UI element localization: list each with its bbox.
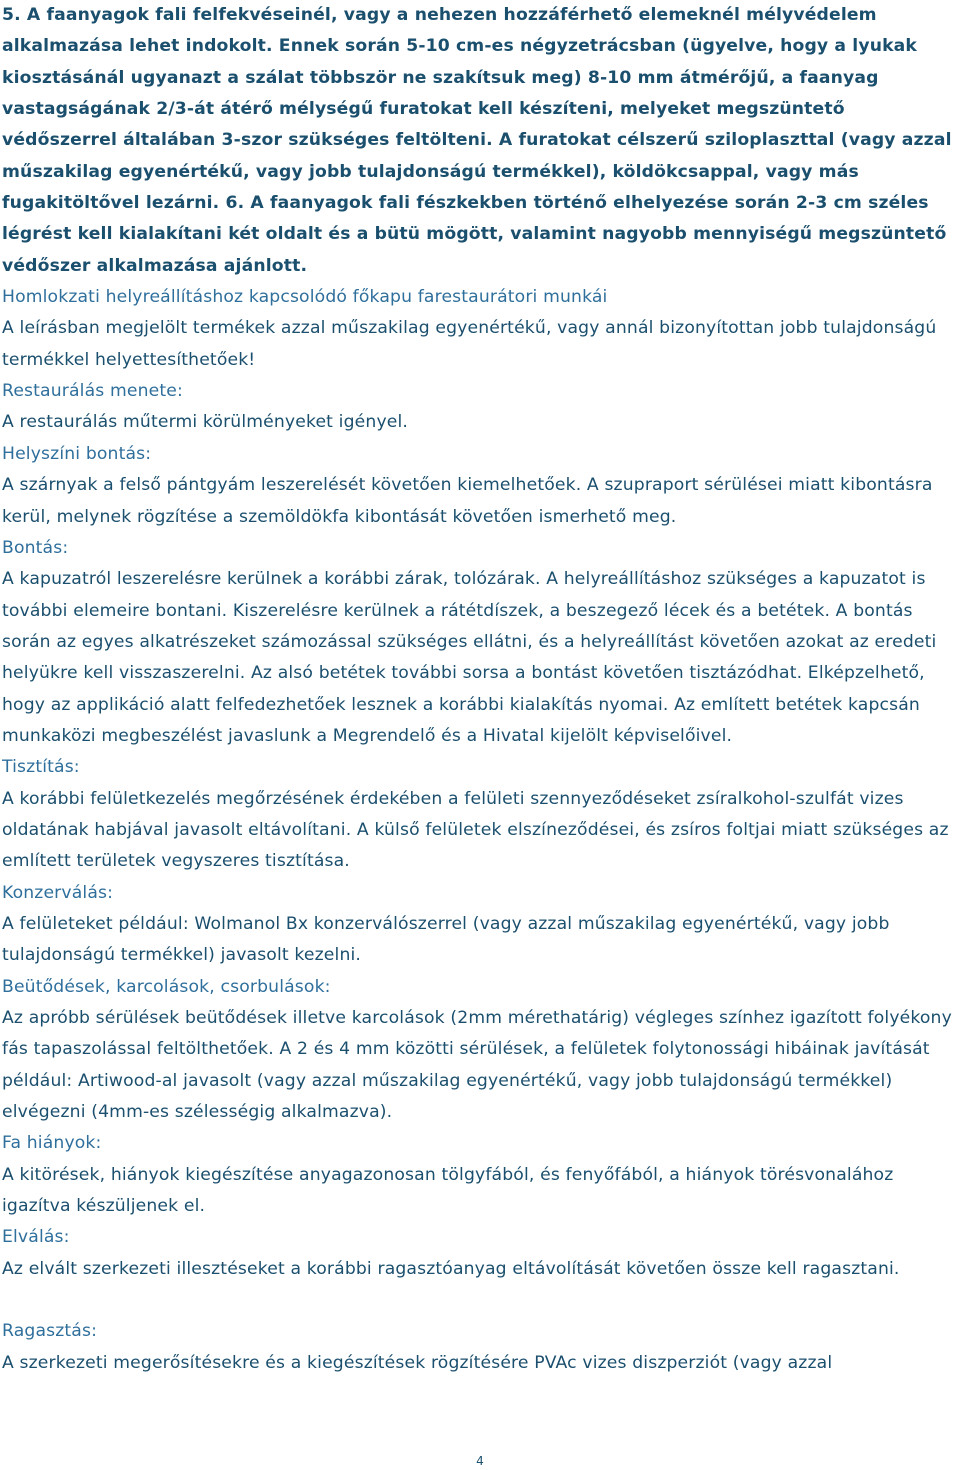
heading-conservation: Konzerválás: [2, 882, 114, 903]
paragraph-workshop-conditions: A restaurálás műtermi körülményeket igényel. [2, 412, 409, 433]
heading-dents-scratches: Beütődések, karcolások, csorbulások: [2, 976, 331, 997]
heading-wood-loss: Fa hiányok: [2, 1133, 102, 1154]
paragraph-dents-scratches: Az apróbb sérülések beütődések illetve karcolások (2mm mérethatárig) végleges színhez igazított folyékony fás tapaszolással feltölthetőek. A 2 és 4 mm közötti sérülések, a felületek folytonossági hibáinak javítását például: Artiwood-al javasolt (vagy azzal műszakilag egyenértékű, vagy jobb tulajdonságú termékkel) elvégezni (4mm-es szélességig alkalmazva). [2, 1008, 952, 1123]
heading-restoration-process: Restaurálás menete: [2, 381, 183, 402]
paragraph-gluing: A szerkezeti megerősítésekre és a kiegészítések rögzítésére PVAc vizes diszperziót (vagy azzal [2, 1352, 833, 1373]
paragraph-cleaning: A korábbi felületkezelés megőrzésének érdekében a felületi szennyeződéseket zsíralkohol-szulfát vizes oldatának habjával javasolt eltávolítani. A külső felületek elszíneződései, és zsíros foltjai miatt szükséges az említett területek vegyszeres tisztítása. [2, 788, 949, 872]
heading-gluing: Ragasztás: [2, 1321, 98, 1342]
paragraph-wood-protection: 5. A faanyagok fali felfekvéseinél, vagy a nehezen hozzáférhető elemeknél mélyvédelem alkalmazása lehet indokolt. Ennek során 5-10 cm-es négyzetrácsban (ügyelve, hogy a lyukak kiosztásánál ugyanazt a szálat többször ne szakítsuk meg) 8-10 mm átmérőjű, a faanyag vastagságának 2/3-át átérő mélységű furatokat kell készíteni, melyeket megszüntető védőszerrel általában 3-szor szükséges feltölteni. A furatokat célszerű sziloplaszttal (vagy azzal műszakilag egyenértékű, vagy jobb tulajdonságú termékkel), köldökcsappal, vagy más fugakitöltővel lezárni. 6. A faanyagok fali fészkekben történő elhelyezése során 2-3 cm széles légrést kell kialakítani két oldalt és a bütü mögött, valamint nagyobb mennyiségű megszüntető védőszer alkalmazása ajánlott. [2, 5, 952, 276]
paragraph-onsite-dismantling: A szárnyak a felső pántgyám leszerelését követően kiemelhetőek. A szupraport sérülései miatt kibontásra kerül, melynek rögzítése a szemöldökfa kibontását követően ismerhető meg. [2, 475, 933, 527]
heading-onsite-dismantling: Helyszíni bontás: [2, 443, 152, 464]
heading-cleaning: Tisztítás: [2, 757, 80, 778]
paragraph-dismantling: A kapuzatról leszerelésre kerülnek a korábbi zárak, tolózárak. A helyreállításhoz szükséges a kapuzatot is további elemeire bontani. Kiszerelésre kerülnek a rátétdíszek, a beszegező lécek és a betétek. A bontás során az egyes alkatrészeket számozással szükséges ellátni, és a helyreállítást követően azokat az eredeti helyükre kell visszaszerelni. Az alsó betétek további sorsa a bontást követően tisztázódhat. Elképzelhető, hogy az applikáció alatt felfedezhetőek lesznek a korábbi kialakítás nyomai. Az említett betétek kapcsán munkaközi megbeszélést javaslunk a Megrendelő és a Hivatal kijelölt képviselőivel. [2, 569, 937, 746]
heading-dismantling: Bontás: [2, 537, 69, 558]
section-heading-main-gate: Homlokzati helyreállításhoz kapcsolódó főkapu farestaurátori munkái [2, 287, 608, 308]
paragraph-wood-loss: A kitörések, hiányok kiegészítése anyagazonosan tölgyfából, és fenyőfából, a hiányok törésvonalához igazítva készüljenek el. [2, 1164, 894, 1217]
document-body [2, 0, 958, 1379]
heading-separation: Elválás: [2, 1227, 70, 1248]
page-number: 4 [476, 1454, 484, 1468]
paragraph-separation: Az elvált szerkezeti illesztéseket a korábbi ragasztóanyag eltávolítását követően össze kell ragasztani. [2, 1258, 900, 1279]
paragraph-gap [2, 1285, 958, 1316]
paragraph-product-equivalence: A leírásban megjelölt termékek azzal műszakilag egyenértékű, vagy annál bizonyítottan jobb tulajdonságú termékkel helyettesíthetőek! [2, 318, 937, 370]
paragraph-conservation: A felületeket például: Wolmanol Bx konzerválószerrel (vagy azzal műszakilag egyenértékű, vagy jobb tulajdonságú termékkel) javasolt kezelni. [2, 913, 890, 966]
